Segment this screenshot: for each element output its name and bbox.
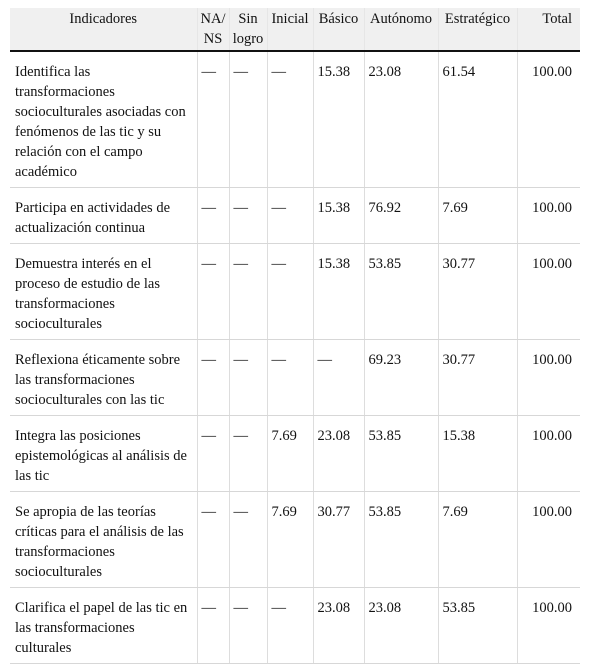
cell-autonomo: 53.85 — [364, 492, 438, 588]
cell-nans: — — [197, 244, 229, 340]
cell-autonomo: 23.08 — [364, 588, 438, 664]
cell-estrategico: 30.77 — [438, 244, 517, 340]
cell-nans: — — [197, 588, 229, 664]
table-row — [10, 51, 580, 188]
cell-sin-logro: — — [229, 340, 267, 416]
cell-basico: 30.77 — [313, 492, 364, 588]
cell-total: 100.00 — [517, 51, 580, 188]
cell-inicial: 7.69 — [267, 492, 313, 588]
cell-total: 100.00 — [517, 416, 580, 492]
table-row — [10, 340, 580, 416]
header-basico: Básico — [313, 8, 364, 51]
cell-inicial: — — [267, 188, 313, 244]
cell-total: 100.00 — [517, 588, 580, 664]
cell-inicial: 7.69 — [267, 416, 313, 492]
cell-estrategico: 15.38 — [438, 416, 517, 492]
cell-nans: — — [197, 188, 229, 244]
table-body — [10, 51, 580, 664]
cell-autonomo: 53.85 — [364, 416, 438, 492]
table-row — [10, 188, 580, 244]
cell-total: 100.00 — [517, 188, 580, 244]
cell-nans: — — [197, 340, 229, 416]
cell-basico: — — [313, 340, 364, 416]
cell-total: 100.00 — [517, 340, 580, 416]
cell-sin-logro: — — [229, 51, 267, 188]
cell-estrategico: 61.54 — [438, 51, 517, 188]
cell-inicial: — — [267, 588, 313, 664]
cell-estrategico: 7.69 — [438, 492, 517, 588]
header-nans: NA/ NS — [197, 8, 229, 51]
cell-inicial: — — [267, 340, 313, 416]
header-inicial: Inicial — [267, 8, 313, 51]
cell-indicador: Identifica las transformaciones socioculturales asociadas con fenómenos de las tic y su relación con el campo académico — [10, 51, 197, 188]
cell-total: 100.00 — [517, 492, 580, 588]
cell-estrategico: 30.77 — [438, 340, 517, 416]
cell-indicador: Reflexiona éticamente sobre las transformaciones socioculturales con las tic — [10, 340, 197, 416]
header-sin-logro: Sin logro — [229, 8, 267, 51]
cell-autonomo: 53.85 — [364, 244, 438, 340]
cell-indicador: Participa en actividades de actualización continua — [10, 188, 197, 244]
table-row — [10, 588, 580, 664]
header-indicadores: Indicadores — [10, 8, 197, 51]
table-header — [10, 8, 580, 51]
cell-sin-logro: — — [229, 492, 267, 588]
cell-autonomo: 23.08 — [364, 51, 438, 188]
cell-inicial: — — [267, 51, 313, 188]
cell-autonomo: 76.92 — [364, 188, 438, 244]
cell-estrategico: 7.69 — [438, 188, 517, 244]
cell-basico: 23.08 — [313, 416, 364, 492]
cell-indicador: Clarifica el papel de las tic en las transformaciones culturales — [10, 588, 197, 664]
cell-indicador: Integra las posiciones epistemológicas al análisis de las tic — [10, 416, 197, 492]
cell-sin-logro: — — [229, 244, 267, 340]
cell-basico: 15.38 — [313, 244, 364, 340]
cell-sin-logro: — — [229, 416, 267, 492]
cell-nans: — — [197, 51, 229, 188]
cell-estrategico: 53.85 — [438, 588, 517, 664]
cell-sin-logro: — — [229, 588, 267, 664]
header-total: Total — [517, 8, 580, 51]
cell-sin-logro: — — [229, 188, 267, 244]
cell-basico: 15.38 — [313, 188, 364, 244]
cell-basico: 23.08 — [313, 588, 364, 664]
header-autonomo: Autónomo — [364, 8, 438, 51]
table-row — [10, 492, 580, 588]
table-row — [10, 416, 580, 492]
table-row — [10, 244, 580, 340]
cell-total: 100.00 — [517, 244, 580, 340]
indicators-table — [10, 8, 580, 664]
cell-nans: — — [197, 492, 229, 588]
cell-indicador: Demuestra interés en el proceso de estudio de las transformaciones socioculturales — [10, 244, 197, 340]
cell-autonomo: 69.23 — [364, 340, 438, 416]
header-row — [10, 8, 580, 51]
cell-nans: — — [197, 416, 229, 492]
cell-indicador: Se apropia de las teorías críticas para el análisis de las transformaciones socioculturales — [10, 492, 197, 588]
cell-basico: 15.38 — [313, 51, 364, 188]
header-estrategico: Estratégico — [438, 8, 517, 51]
cell-inicial: — — [267, 244, 313, 340]
